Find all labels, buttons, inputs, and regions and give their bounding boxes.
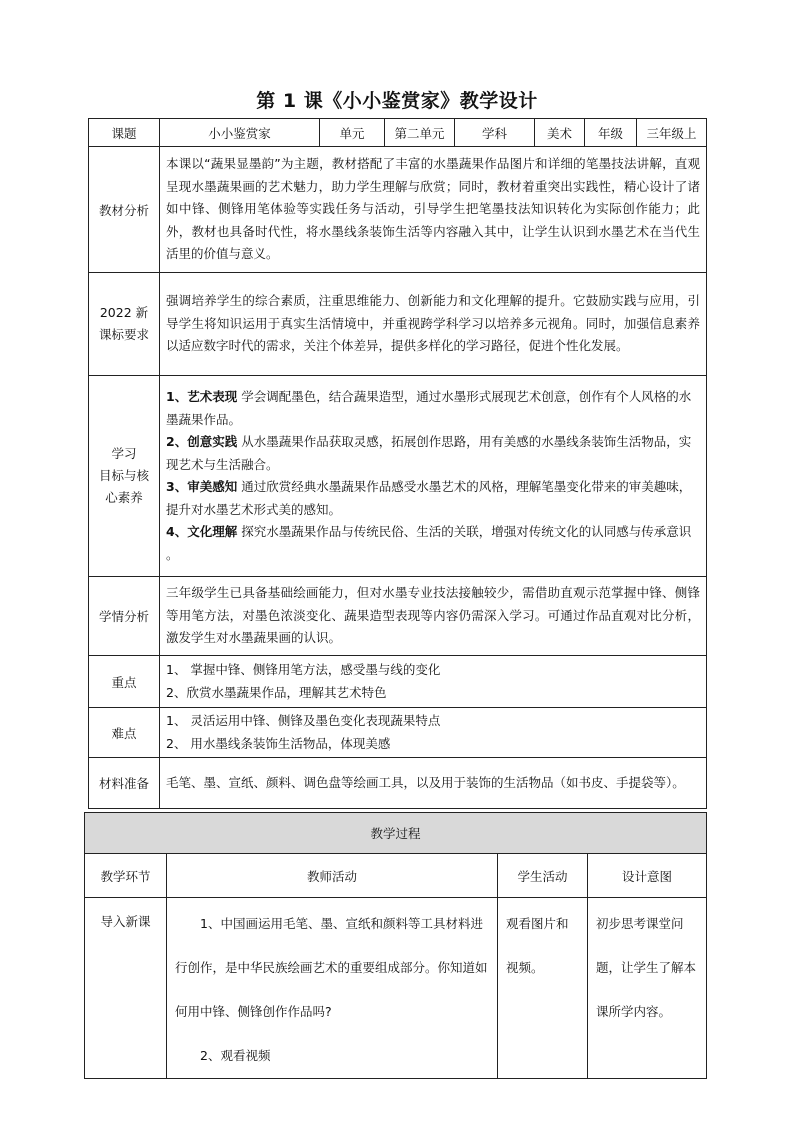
stage-cell: 导入新课 (85, 898, 167, 1079)
goal-text: 探究水墨蔬果作品与传统民俗、生活的关联，增强对传统文化的认同感与传承意识 。 (166, 524, 692, 562)
difficulties-label: 难点 (89, 708, 160, 758)
course-value: 小小鉴赏家 (160, 119, 320, 147)
teacher-activity-1: 1、中国画运用毛笔、墨、宣纸和颜料等工具材料进行创作，是中华民族绘画艺术的重要组成部分。你知道如何用中锋、侧锋创作作品吗? (175, 916, 488, 1019)
materials-text: 毛笔、墨、宣纸、颜料、调色盘等绘画工具，以及用于装饰的生活物品（如书皮、手提袋等）。 (160, 758, 707, 809)
key-point-2: 2、欣赏水墨蔬果作品，理解其艺术特色 (166, 684, 387, 700)
process-heading: 教学过程 (85, 813, 707, 854)
goal-head: 2、创意实践 (166, 434, 238, 449)
process-table (84, 812, 707, 1079)
students-text: 三年级学生已具备基础绘画能力，但对水墨专业技法接触较少，需借助直观示范掌握中锋、侧锋等用笔方法，对墨色浓淡变化、蔬果造型表现等内容仍需深入学习。可通过作品直观对比分析，激发学生对水墨蔬果画的认识。 (160, 577, 707, 656)
student-activity-cell: 观看图片和视频。 (498, 898, 588, 1079)
materials-label: 材料准备 (89, 758, 160, 809)
goal-head: 1、艺术表现 (166, 389, 238, 404)
unit-label: 单元 (320, 119, 385, 147)
key-points-row (89, 656, 707, 708)
standard-label-line1: 2022 新 (99, 305, 149, 320)
design-intent-cell: 初步思考课堂问题，让学生了解本课所学内容。 (588, 898, 707, 1079)
standard-label-line2: 课标要求 (98, 327, 149, 342)
key-point-1: 1、 掌握中锋、侧锋用笔方法，感受墨与线的变化 (166, 662, 441, 677)
subject-label: 学科 (455, 119, 535, 147)
standard-text: 强调培养学生的综合素质，注重思维能力、创新能力和文化理解的提升。它鼓励实践与应用，引导学生将知识运用于真实生活情境中，并重视跨学科学习以培养多元视角。同时，加强信息素养以适应数字时代的需求，关注个体差异，提供多样化的学习路径，促进个性化发展。 (160, 273, 707, 376)
lesson-info-table (88, 118, 707, 809)
teacher-activity-cell (167, 898, 498, 1079)
goal-item (166, 431, 700, 476)
goal-text: 学会调配墨色，结合蔬果造型，通过水墨形式展现艺术创意，创作有个人风格的水墨蔬果作品。 (166, 389, 692, 427)
students-label: 学情分析 (89, 577, 160, 656)
difficulties-row (89, 708, 707, 758)
subject-value: 美术 (535, 119, 585, 147)
grade-value: 三年级上 (637, 119, 707, 147)
standard-label (89, 273, 160, 376)
unit-value: 第二单元 (385, 119, 455, 147)
column-intent: 设计意图 (588, 854, 707, 898)
process-heading-row (85, 813, 707, 854)
material-analysis-row (89, 147, 707, 273)
column-stage: 教学环节 (85, 854, 167, 898)
difficulties-text (160, 708, 707, 758)
column-teacher: 教师活动 (167, 854, 498, 898)
key-points-text (160, 656, 707, 708)
material-analysis-label: 教材分析 (89, 147, 160, 273)
goals-label-line2: 目标与核 (98, 468, 149, 483)
column-student: 学生活动 (498, 854, 588, 898)
goals-label-line3: 心素养 (105, 490, 143, 505)
page-title: 第 1 课《小小鉴赏家》教学设计 (256, 90, 538, 112)
key-points-label: 重点 (89, 656, 160, 708)
difficulty-2: 2、 用水墨线条装饰生活物品，体现美感 (166, 735, 391, 751)
goal-item (166, 521, 700, 566)
teacher-activity-2: 2、观看视频 (200, 1048, 271, 1063)
grade-label: 年级 (585, 119, 637, 147)
goals-label-line1: 学习 (111, 446, 137, 461)
header-row (89, 119, 707, 147)
goal-head: 4、文化理解 (166, 524, 238, 539)
course-label: 课题 (89, 119, 160, 147)
goals-row (89, 376, 707, 577)
standard-row (89, 273, 707, 376)
goal-item (166, 476, 700, 521)
difficulty-1: 1、 灵活运用中锋、侧锋及墨色变化表现蔬果特点 (166, 713, 441, 728)
goals-label (89, 376, 160, 577)
material-analysis-text: 本课以“蔬果显墨韵”为主题，教材搭配了丰富的水墨蔬果作品图片和详细的笔墨技法讲解，直观呈现水墨蔬果画的艺术魅力，助力学生理解与欣赏；同时，教材着重突出实践性，精心设计了诸如中锋、侧锋用笔体验等实践任务与活动，引导学生把笔墨技法知识转化为实际创作能力；此外，教材也具备时代性，将水墨线条装饰生活等内容融入其中，让学生认识到水墨艺术在当代生活里的价值与意义。 (160, 147, 707, 273)
materials-row (89, 758, 707, 809)
process-columns-row (85, 854, 707, 898)
goal-head: 3、审美感知 (166, 479, 238, 494)
goal-text: 从水墨蔬果作品获取灵感，拓展创作思路，用有美感的水墨线条装饰生活物品，实现艺术与生活融合。 (166, 434, 692, 472)
goal-item (166, 386, 700, 431)
goals-list (160, 376, 707, 577)
goal-text: 通过欣赏经典水墨蔬果作品感受水墨艺术的风格，理解笔墨变化带来的审美趣味，提升对水墨艺术形式美的感知。 (166, 479, 692, 517)
table-row (85, 898, 707, 1079)
students-row (89, 577, 707, 656)
